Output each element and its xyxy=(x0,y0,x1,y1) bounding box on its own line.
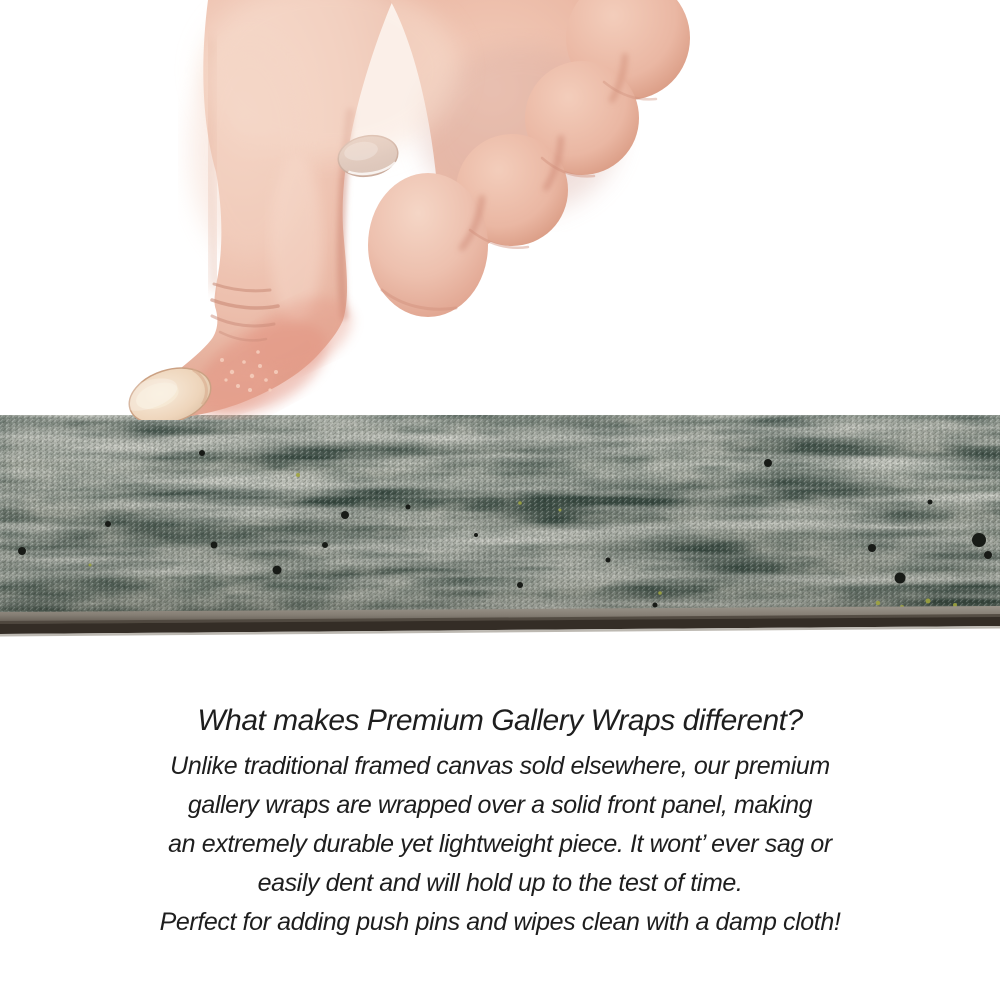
hand-photo xyxy=(0,0,1000,420)
caption-line-4: easily dent and will hold up to the test of time. xyxy=(257,869,743,897)
caption-line-5: Perfect for adding push pins and wipes clean with a damp cloth! xyxy=(159,908,841,936)
canvas-edge-photo xyxy=(0,415,1000,639)
hand-illustration xyxy=(0,0,1000,420)
canvas-edge-illustration xyxy=(0,415,1000,639)
caption-line-2: gallery wraps are wrapped over a solid front panel, making xyxy=(187,791,813,819)
caption-line-3: an extremely durable yet lightweight piece. It wont’ ever sag or xyxy=(168,830,832,858)
caption-heading: What makes Premium Gallery Wraps different? xyxy=(197,704,803,737)
canvas-texture xyxy=(0,415,1000,618)
caption-block xyxy=(0,703,1000,942)
caption-line-1: Unlike traditional framed canvas sold elsewhere, our premium xyxy=(170,752,830,780)
fingertip-index xyxy=(368,173,488,317)
